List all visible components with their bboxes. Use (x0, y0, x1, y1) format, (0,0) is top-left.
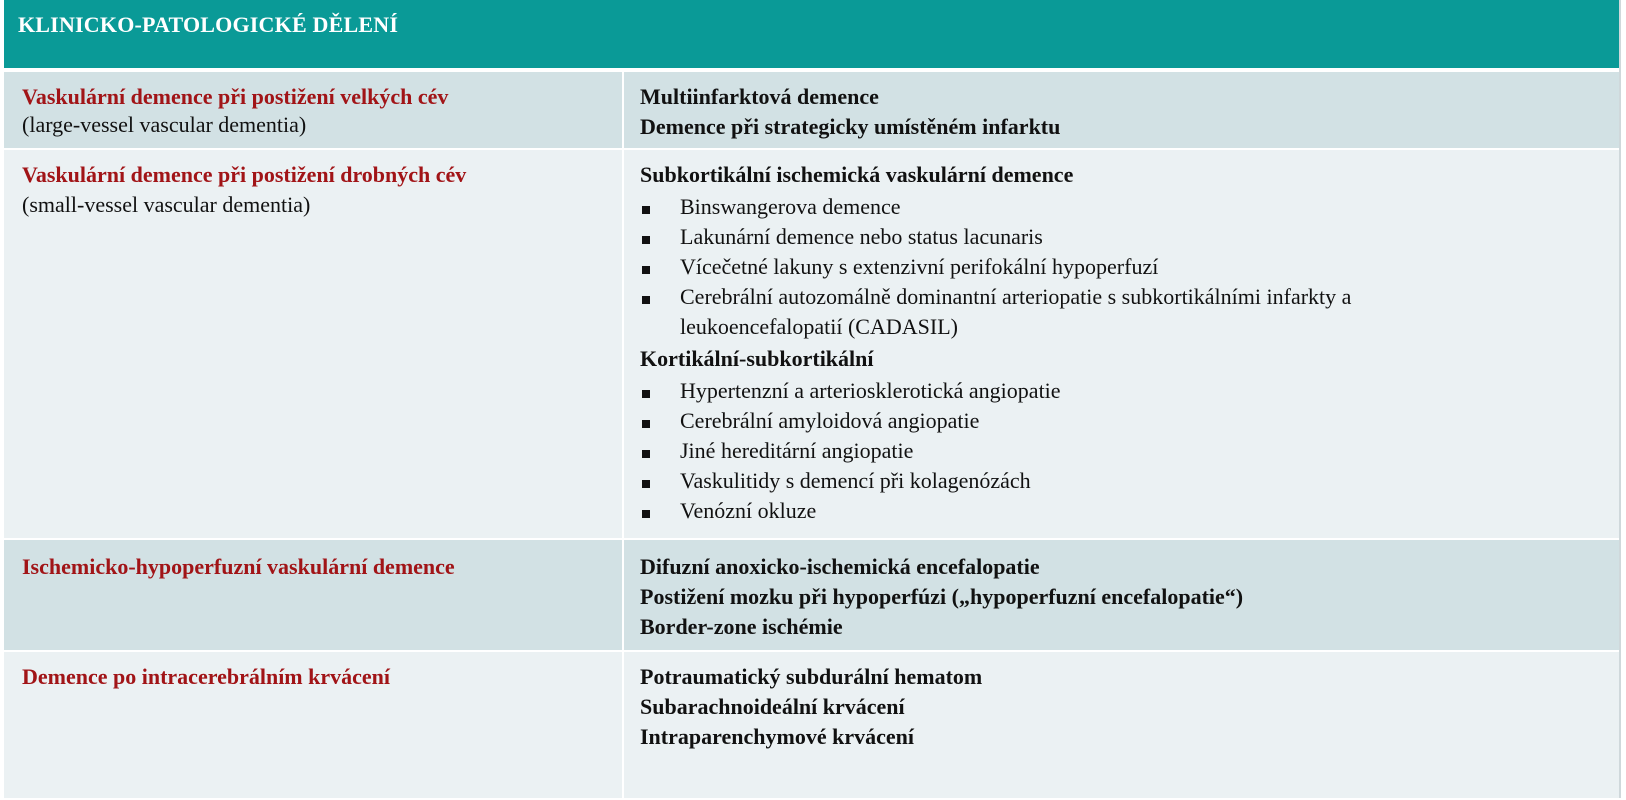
category-label: Demence po intracerebrálním krvácení (22, 664, 391, 689)
subtype-item: Multiinfarktová demence (640, 84, 879, 109)
bullet-marker (642, 480, 650, 488)
subtype-item: Subarachnoideální krvácení (640, 694, 905, 719)
subtype-item: Intraparenchymové krvácení (640, 724, 914, 749)
bullet-item: Venózní okluze (680, 498, 817, 523)
category-subtitle: (large-vessel vascular dementia) (22, 112, 307, 137)
subtype-item: Postižení mozku při hypoperfúzi („hypoperfuzní encefalopatie“) (640, 584, 1244, 609)
category-label: Vaskulární demence při postižení velkých cév (22, 84, 449, 109)
bullet-item-continuation: leukoencefalopatií (CADASIL) (680, 314, 958, 339)
bullet-marker (642, 296, 650, 304)
table-row-large-vessel (4, 72, 1619, 150)
bullet-item: Jiné hereditární angiopatie (680, 438, 914, 463)
bullet-marker (642, 510, 650, 518)
bullet-marker (642, 236, 650, 244)
bullet-marker (642, 266, 650, 274)
table-title: KLINICKO-PATOLOGICKÉ DĚLENÍ (18, 12, 399, 37)
bullet-marker (642, 420, 650, 428)
category-cell (4, 652, 624, 798)
table-header (4, 0, 1619, 72)
bullet-item: Binswangerova demence (680, 194, 901, 219)
bullet-marker (642, 206, 650, 214)
subtype-cell (624, 652, 1619, 798)
bullet-item: Vaskulitidy s demencí při kolagenózách (680, 468, 1031, 493)
bullet-item: Lakunární demence nebo status lacunaris (680, 224, 1043, 249)
category-label: Vaskulární demence při postižení drobných cév (22, 162, 467, 187)
table-row-intracerebral-hemorrhage (4, 652, 1619, 798)
subtype-cell (624, 150, 1619, 538)
group-heading: Kortikální-subkortikální (640, 346, 874, 371)
category-cell (4, 150, 624, 538)
group-heading: Subkortikální ischemická vaskulární demence (640, 162, 1074, 187)
category-label: Ischemicko-hypoperfuzní vaskulární demence (22, 554, 455, 579)
bullet-marker (642, 390, 650, 398)
subtype-item: Difuzní anoxicko-ischemická encefalopatie (640, 554, 1040, 579)
bullet-item: Vícečetné lakuny s extenzivní perifokální hypoperfuzí (680, 254, 1159, 279)
subtype-item: Border-zone ischémie (640, 614, 843, 639)
table-row-small-vessel (4, 150, 1619, 540)
category-subtitle: (small-vessel vascular dementia) (22, 192, 311, 217)
subtype-cell (624, 540, 1619, 650)
classification-table (4, 0, 1621, 798)
table-row-ischemic-hypoperfusion (4, 540, 1619, 652)
subtype-item: Demence při strategicky umístěném infarktu (640, 114, 1061, 139)
bullet-marker (642, 450, 650, 458)
subtype-item: Potraumatický subdurální hematom (640, 664, 983, 689)
bullet-item: Hypertenzní a arteriosklerotická angiopatie (680, 378, 1061, 403)
category-cell (4, 540, 624, 650)
subtype-cell (624, 72, 1619, 148)
category-cell (4, 72, 624, 148)
bullet-item: Cerebrální amyloidová angiopatie (680, 408, 980, 433)
bullet-item: Cerebrální autozomálně dominantní arteriopatie s subkortikálními infarkty a (680, 284, 1352, 309)
